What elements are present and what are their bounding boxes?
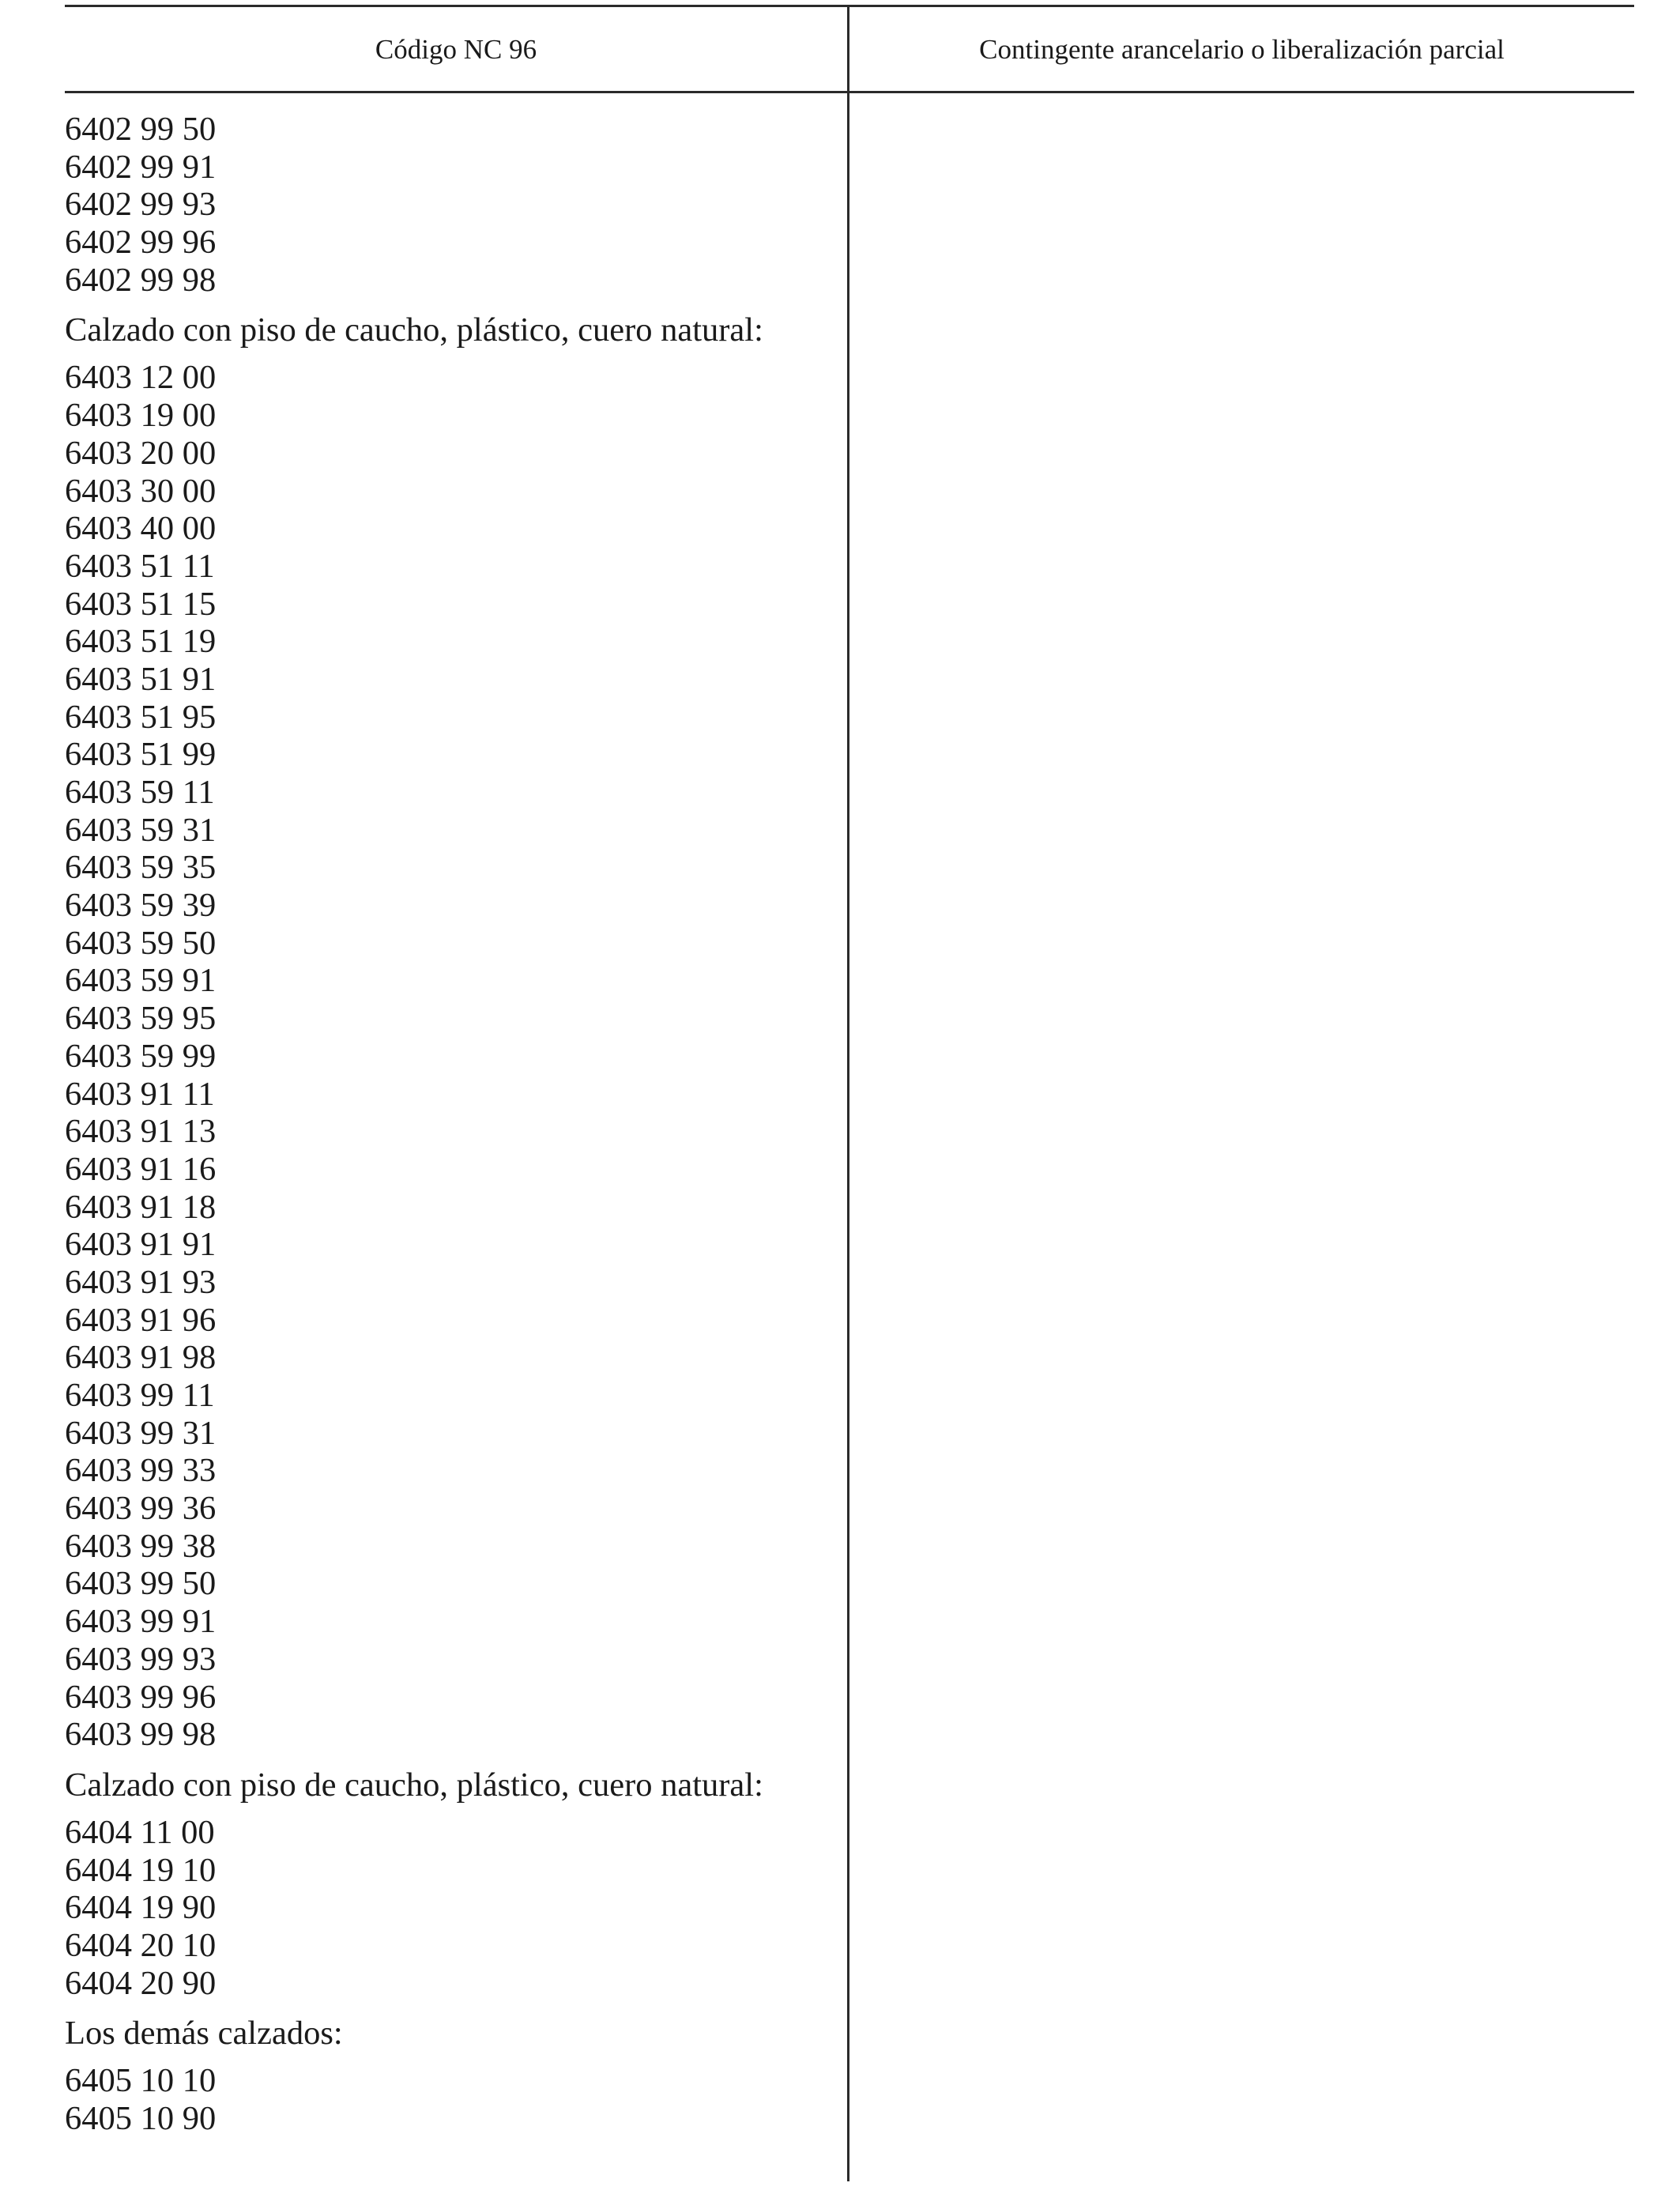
nc-code: 6403 99 91: [65, 1603, 217, 1641]
nc-code: 6403 59 91: [65, 962, 217, 1000]
nc-code: 6403 51 91: [65, 660, 217, 698]
code-group: [65, 310, 839, 1753]
nc-code: 6404 11 00: [65, 1813, 215, 1851]
nc-code: 6403 99 38: [65, 1527, 217, 1565]
nc-code: 6403 40 00: [65, 510, 217, 548]
nc-code: 6403 51 99: [65, 736, 217, 774]
nc-code: 6403 99 11: [65, 1377, 215, 1414]
nc-code: 6403 59 99: [65, 1037, 217, 1075]
group-heading: Los demás calzados:: [65, 2015, 343, 2053]
nc-code: 6403 51 95: [65, 698, 217, 736]
nc-code: 6403 12 00: [65, 359, 217, 397]
nc-code: 6404 20 10: [65, 1926, 217, 1964]
nc-code: 6403 99 93: [65, 1640, 217, 1678]
nc-code: 6404 20 90: [65, 1964, 217, 2002]
code-group: [65, 111, 839, 299]
nc-code: 6402 99 93: [65, 186, 217, 224]
nc-code: 6403 30 00: [65, 472, 217, 510]
nc-code: 6403 99 31: [65, 1414, 217, 1452]
column-divider: [847, 5, 849, 2181]
nc-code: 6403 99 36: [65, 1490, 217, 1528]
group-heading: Calzado con piso de caucho, plástico, cuero natural:: [65, 311, 763, 349]
nc-code: 6402 99 96: [65, 224, 217, 262]
code-column: [65, 111, 839, 2138]
nc-code: 6404 19 10: [65, 1851, 217, 1889]
nc-code: 6405 10 90: [65, 2100, 217, 2137]
nc-code: 6403 99 33: [65, 1452, 217, 1490]
nc-code: 6403 51 15: [65, 585, 217, 623]
nc-code: 6404 19 90: [65, 1889, 217, 1927]
nc-code: 6403 91 91: [65, 1226, 217, 1264]
nc-code: 6403 99 98: [65, 1716, 217, 1754]
nc-code: 6403 91 96: [65, 1301, 217, 1339]
nc-code: 6403 91 98: [65, 1339, 217, 1377]
nc-code: 6405 10 10: [65, 2062, 217, 2100]
nc-code: 6402 99 91: [65, 148, 217, 186]
nc-code: 6403 51 11: [65, 547, 215, 585]
nc-code: 6403 99 50: [65, 1565, 217, 1603]
code-group: [65, 2013, 839, 2137]
nc-code: 6403 91 93: [65, 1263, 217, 1301]
nc-code: 6403 99 96: [65, 1678, 217, 1716]
nc-code: 6403 20 00: [65, 434, 217, 472]
nc-code: 6403 59 35: [65, 849, 217, 887]
nc-code: 6403 91 18: [65, 1188, 217, 1226]
nc-code: 6403 59 31: [65, 811, 217, 849]
nc-code: 6403 59 50: [65, 924, 217, 962]
column-header-code: Código NC 96: [375, 33, 537, 65]
nc-code: 6403 19 00: [65, 397, 217, 435]
table-header-rule: [65, 91, 1634, 93]
nc-code: 6403 91 11: [65, 1075, 215, 1113]
nc-code: 6403 59 95: [65, 1000, 217, 1038]
nc-code: 6403 51 19: [65, 623, 217, 661]
group-heading: Calzado con piso de caucho, plástico, cuero natural:: [65, 1766, 763, 1804]
nc-code: 6403 59 39: [65, 887, 217, 925]
nc-code: 6402 99 98: [65, 261, 217, 299]
nc-code: 6403 59 11: [65, 774, 215, 811]
code-group: [65, 1765, 839, 2002]
nc-code: 6403 91 13: [65, 1113, 217, 1151]
nc-code: 6403 91 16: [65, 1150, 217, 1188]
nc-code: 6402 99 50: [65, 111, 217, 148]
column-header-quota: Contingente arancelario o liberalización parcial: [979, 33, 1505, 65]
